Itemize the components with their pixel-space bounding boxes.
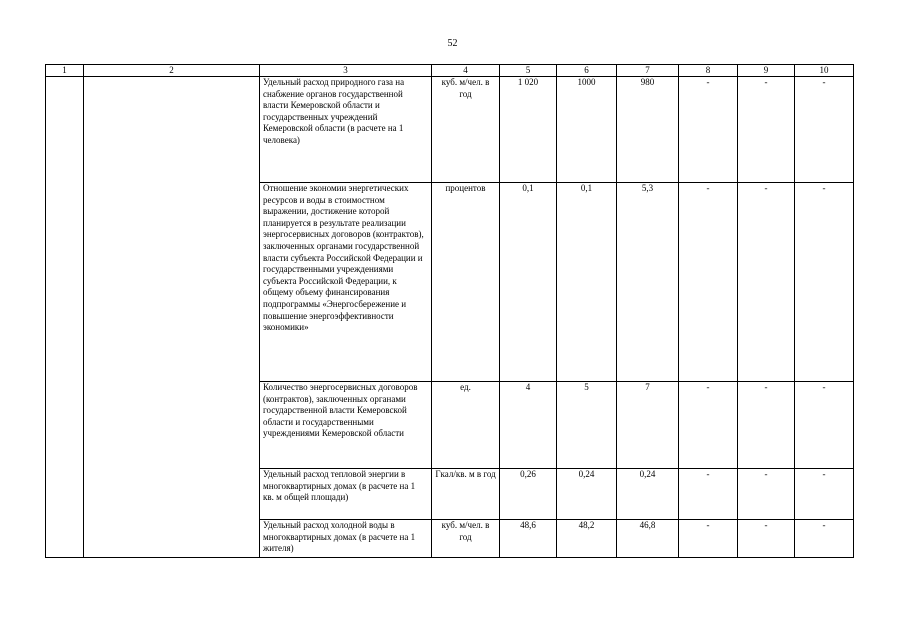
value-col10: - [795,183,854,382]
value-col5: 0,26 [500,469,557,520]
value-col8: - [679,183,738,382]
value-col7: 46,8 [617,520,679,558]
indicator-name: Удельный расход тепловой энергии в многоквартирных домах (в расчете на 1 кв. м общей площади) [260,469,432,520]
page-number: 52 [447,38,458,49]
column-header-1: 1 [46,65,84,77]
column-header-2: 2 [84,65,260,77]
column-header-8: 8 [679,65,738,77]
value-col10: - [795,382,854,469]
indicator-unit: ед. [432,382,500,469]
value-col9: - [738,183,795,382]
value-col7: 980 [617,77,679,183]
indicator-name: Количество энергосервисных договоров (контрактов), заключенных органами государственной власти Кемеровской области и государственными учреждениями Кемеровской области [260,382,432,469]
value-col8: - [679,77,738,183]
indicator-name: Удельный расход природного газа на снабжение органов государственной власти Кемеровской области и государственных учреждений Кемеровской области (в расчете на 1 человека) [260,77,432,183]
value-col5: 48,6 [500,520,557,558]
column-header-7: 7 [617,65,679,77]
merged-cell-col1 [46,77,84,558]
value-col6: 0,1 [557,183,617,382]
merged-cell-col2 [84,77,260,558]
column-header-10: 10 [795,65,854,77]
value-col10: - [795,520,854,558]
indicators-table [45,64,854,558]
column-header-4: 4 [432,65,500,77]
value-col9: - [738,469,795,520]
column-header-5: 5 [500,65,557,77]
table-row [46,77,854,183]
value-col7: 0,24 [617,469,679,520]
value-col9: - [738,382,795,469]
column-header-9: 9 [738,65,795,77]
indicator-unit: куб. м/чел. в год [432,520,500,558]
indicator-unit: Гкал/кв. м в год [432,469,500,520]
value-col9: - [738,77,795,183]
value-col6: 0,24 [557,469,617,520]
indicator-name: Удельный расход холодной воды в многоквартирных домах (в расчете на 1 жителя) [260,520,432,558]
indicator-unit: куб. м/чел. в год [432,77,500,183]
value-col8: - [679,382,738,469]
table-header-row [46,65,854,77]
value-col5: 0,1 [500,183,557,382]
value-col7: 5,3 [617,183,679,382]
value-col6: 1000 [557,77,617,183]
value-col6: 5 [557,382,617,469]
value-col5: 1 020 [500,77,557,183]
column-header-6: 6 [557,65,617,77]
value-col10: - [795,77,854,183]
value-col10: - [795,469,854,520]
value-col7: 7 [617,382,679,469]
value-col8: - [679,469,738,520]
value-col6: 48,2 [557,520,617,558]
value-col5: 4 [500,382,557,469]
value-col8: - [679,520,738,558]
value-col9: - [738,520,795,558]
indicator-unit: процентов [432,183,500,382]
column-header-3: 3 [260,65,432,77]
indicator-name: Отношение экономии энергетических ресурсов и воды в стоимостном выражении, достижение которой планируется в результате реализации энергосервисных договоров (контрактов), заключенных органами государственной власти субъекта Российской Федерации и государственными учреждениями субъекта Российской Федерации, к общему объему финансирования подпрограммы «Энергосбережение и повышение энергоэффективности экономики» [260,183,432,382]
